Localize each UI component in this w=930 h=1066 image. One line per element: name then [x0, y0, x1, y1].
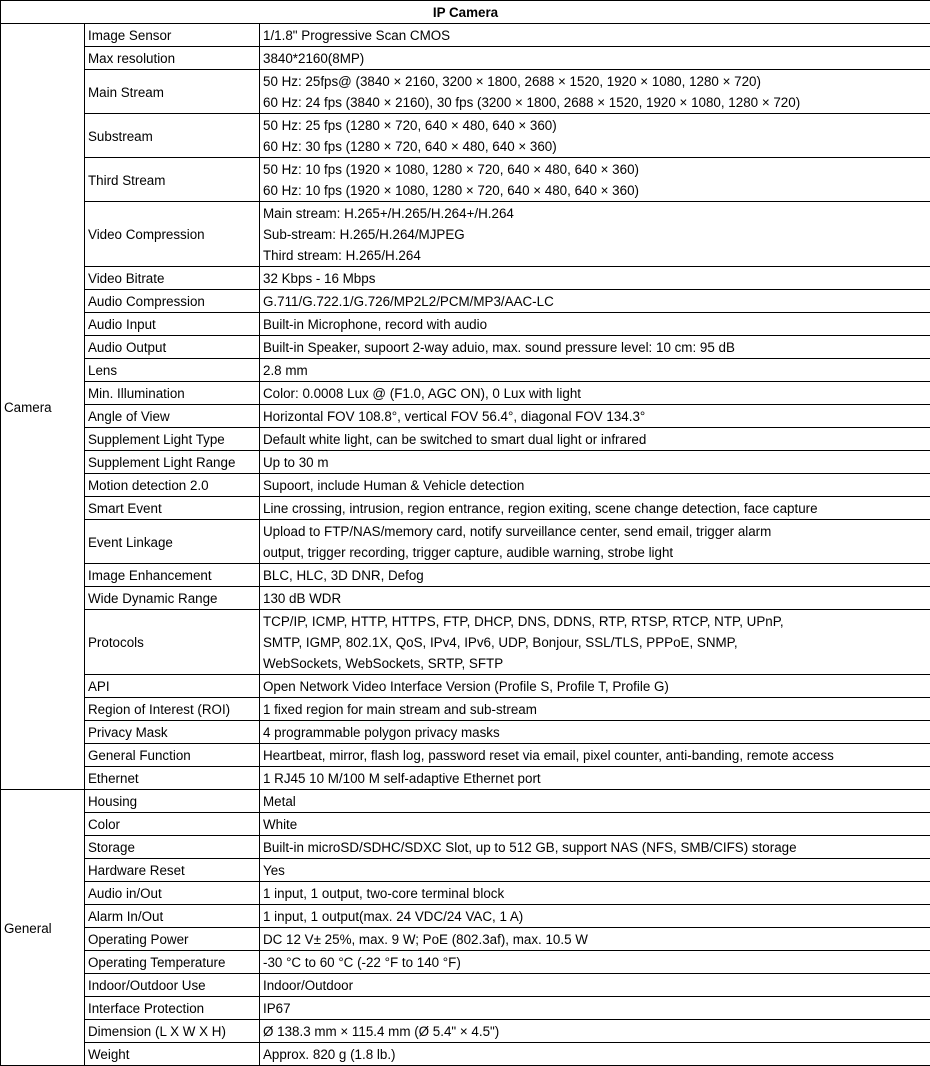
table-row: [1, 70, 930, 114]
table-row: [1, 790, 930, 813]
spec-value: [260, 1043, 930, 1066]
spec-value: [260, 928, 930, 951]
spec-label: Indoor/Outdoor Use: [85, 974, 260, 997]
spec-value-line: 1 input, 1 output, two-core terminal block: [263, 883, 927, 904]
spec-value-line: -30 °C to 60 °C (-22 °F to 140 °F): [263, 952, 927, 973]
table-row: [1, 610, 930, 675]
spec-label: Min. Illumination: [85, 382, 260, 405]
spec-label: Image Enhancement: [85, 564, 260, 587]
spec-value: [260, 698, 930, 721]
table-row: [1, 951, 930, 974]
spec-value: [260, 564, 930, 587]
table-row: [1, 24, 930, 47]
spec-value: [260, 290, 930, 313]
table-row: [1, 382, 930, 405]
spec-value: [260, 675, 930, 698]
spec-label: Third Stream: [85, 158, 260, 202]
spec-value-line: DC 12 V± 25%, max. 9 W; PoE (802.3af), max. 10.5 W: [263, 929, 927, 950]
spec-label: Color: [85, 813, 260, 836]
spec-value-line: SMTP, IGMP, 802.1X, QoS, IPv4, IPv6, UDP, Bonjour, SSL/TLS, PPPoE, SNMP,: [263, 632, 927, 653]
table-row: [1, 974, 930, 997]
spec-label: Operating Power: [85, 928, 260, 951]
spec-value-line: 60 Hz: 30 fps (1280 × 720, 640 × 480, 640 × 360): [263, 136, 927, 157]
spec-value-line: 1 RJ45 10 M/100 M self-adaptive Ethernet port: [263, 768, 927, 789]
spec-label: Storage: [85, 836, 260, 859]
spec-value-line: Supoort, include Human & Vehicle detection: [263, 475, 927, 496]
spec-value-line: Heartbeat, mirror, flash log, password reset via email, pixel counter, anti-banding, remote access: [263, 745, 927, 766]
spec-value-line: Built-in microSD/SDHC/SDXC Slot, up to 512 GB, support NAS (NFS, SMB/CIFS) storage: [263, 837, 927, 858]
spec-value-line: Metal: [263, 791, 927, 812]
spec-label: Operating Temperature: [85, 951, 260, 974]
table-row: [1, 267, 930, 290]
spec-label: Ethernet: [85, 767, 260, 790]
spec-value-line: WebSockets, WebSockets, SRTP, SFTP: [263, 653, 927, 674]
spec-value: [260, 836, 930, 859]
spec-value-line: Approx. 820 g (1.8 lb.): [263, 1044, 927, 1065]
spec-value-line: White: [263, 814, 927, 835]
spec-label: Supplement Light Range: [85, 451, 260, 474]
table-row: [1, 836, 930, 859]
spec-label: Event Linkage: [85, 520, 260, 564]
spec-label: Housing: [85, 790, 260, 813]
spec-value-line: 50 Hz: 25 fps (1280 × 720, 640 × 480, 640 × 360): [263, 115, 927, 136]
spec-value: [260, 451, 930, 474]
table-row: [1, 882, 930, 905]
spec-value: [260, 202, 930, 267]
table-row: [1, 564, 930, 587]
spec-label: Wide Dynamic Range: [85, 587, 260, 610]
spec-value-line: 3840*2160(8MP): [263, 48, 927, 69]
spec-value-line: Sub-stream: H.265/H.264/MJPEG: [263, 224, 927, 245]
table-row: [1, 313, 930, 336]
spec-label: Interface Protection: [85, 997, 260, 1020]
spec-value-line: 130 dB WDR: [263, 588, 927, 609]
spec-label: Smart Event: [85, 497, 260, 520]
spec-value: [260, 882, 930, 905]
table-row: [1, 928, 930, 951]
table-row: [1, 1020, 930, 1043]
spec-value: [260, 744, 930, 767]
spec-value-line: Default white light, can be switched to smart dual light or infrared: [263, 429, 927, 450]
spec-value-line: Main stream: H.265+/H.265/H.264+/H.264: [263, 203, 927, 224]
spec-label: General Function: [85, 744, 260, 767]
spec-label: Alarm In/Out: [85, 905, 260, 928]
spec-value: [260, 359, 930, 382]
table-row: [1, 520, 930, 564]
spec-value: [260, 974, 930, 997]
spec-label: Dimension (L X W X H): [85, 1020, 260, 1043]
spec-value: [260, 1020, 930, 1043]
spec-value: [260, 158, 930, 202]
table-row: [1, 905, 930, 928]
spec-label: API: [85, 675, 260, 698]
table-row: [1, 47, 930, 70]
spec-value-line: Ø 138.3 mm × 115.4 mm (Ø 5.4" × 4.5"): [263, 1021, 927, 1042]
title-row: [1, 1, 930, 24]
spec-value: [260, 24, 930, 47]
spec-value: [260, 267, 930, 290]
spec-value-line: Horizontal FOV 108.8°, vertical FOV 56.4°, diagonal FOV 134.3°: [263, 406, 927, 427]
spec-label: Audio Input: [85, 313, 260, 336]
spec-label: Motion detection 2.0: [85, 474, 260, 497]
table-row: [1, 997, 930, 1020]
spec-value-line: Up to 30 m: [263, 452, 927, 473]
spec-value: [260, 997, 930, 1020]
spec-value-line: Built-in Microphone, record with audio: [263, 314, 927, 335]
spec-label: Substream: [85, 114, 260, 158]
spec-value-line: Indoor/Outdoor: [263, 975, 927, 996]
table-row: [1, 290, 930, 313]
spec-value-line: 60 Hz: 24 fps (3840 × 2160), 30 fps (3200 × 1800, 2688 × 1520, 1920 × 1080, 1280 × 720): [263, 92, 927, 113]
table-row: [1, 336, 930, 359]
table-row: [1, 405, 930, 428]
spec-value-line: Yes: [263, 860, 927, 881]
spec-value: [260, 767, 930, 790]
spec-value-line: Third stream: H.265/H.264: [263, 245, 927, 266]
spec-label: Audio in/Out: [85, 882, 260, 905]
spec-value-line: Color: 0.0008 Lux @ (F1.0, AGC ON), 0 Lux with light: [263, 383, 927, 404]
table-row: [1, 859, 930, 882]
table-row: [1, 497, 930, 520]
spec-value: [260, 336, 930, 359]
spec-label: Lens: [85, 359, 260, 382]
spec-value: [260, 520, 930, 564]
spec-label: Max resolution: [85, 47, 260, 70]
spec-value: [260, 70, 930, 114]
spec-value-line: 60 Hz: 10 fps (1920 × 1080, 1280 × 720, 640 × 480, 640 × 360): [263, 180, 927, 201]
spec-value-line: Line crossing, intrusion, region entrance, region exiting, scene change detection, face capture: [263, 498, 927, 519]
spec-value: [260, 114, 930, 158]
spec-value: [260, 382, 930, 405]
spec-value: [260, 497, 930, 520]
spec-value-line: 4 programmable polygon privacy masks: [263, 722, 927, 743]
table-row: [1, 158, 930, 202]
table-row: [1, 767, 930, 790]
spec-value-line: G.711/G.722.1/G.726/MP2L2/PCM/MP3/AAC-LC: [263, 291, 927, 312]
spec-value-line: 1 fixed region for main stream and sub-stream: [263, 699, 927, 720]
spec-value: [260, 905, 930, 928]
spec-value: [260, 474, 930, 497]
spec-label: Weight: [85, 1043, 260, 1066]
spec-value: [260, 47, 930, 70]
category-cell: Camera: [1, 24, 85, 790]
category-cell: General: [1, 790, 85, 1066]
spec-value-line: BLC, HLC, 3D DNR, Defog: [263, 565, 927, 586]
table-row: [1, 451, 930, 474]
spec-value: [260, 405, 930, 428]
spec-value: [260, 313, 930, 336]
spec-value-line: 50 Hz: 10 fps (1920 × 1080, 1280 × 720, 640 × 480, 640 × 360): [263, 159, 927, 180]
spec-value: [260, 428, 930, 451]
table-row: [1, 474, 930, 497]
spec-value-line: 1/1.8" Progressive Scan CMOS: [263, 25, 927, 46]
spec-label: Hardware Reset: [85, 859, 260, 882]
spec-label: Privacy Mask: [85, 721, 260, 744]
table-row: [1, 813, 930, 836]
spec-label: Angle of View: [85, 405, 260, 428]
spec-value-line: TCP/IP, ICMP, HTTP, HTTPS, FTP, DHCP, DNS, DDNS, RTP, RTSP, RTCP, NTP, UPnP,: [263, 611, 927, 632]
spec-label: Region of Interest (ROI): [85, 698, 260, 721]
spec-label: Protocols: [85, 610, 260, 675]
table-title: IP Camera: [1, 1, 930, 24]
spec-value: [260, 951, 930, 974]
spec-value-line: Built-in Speaker, supoort 2-way aduio, max. sound pressure level: 10 cm: 95 dB: [263, 337, 927, 358]
table-row: [1, 114, 930, 158]
table-row: [1, 359, 930, 382]
table-row: [1, 1043, 930, 1066]
spec-value-line: 50 Hz: 25fps@ (3840 × 2160, 3200 × 1800, 2688 × 1520, 1920 × 1080, 1280 × 720): [263, 71, 927, 92]
table-row: [1, 721, 930, 744]
spec-value-line: output, trigger recording, trigger capture, audible warning, strobe light: [263, 542, 927, 563]
spec-label: Main Stream: [85, 70, 260, 114]
spec-value: [260, 859, 930, 882]
spec-value-line: 32 Kbps - 16 Mbps: [263, 268, 927, 289]
table-row: [1, 202, 930, 267]
spec-value: [260, 790, 930, 813]
spec-value-line: 2.8 mm: [263, 360, 927, 381]
spec-label: Audio Compression: [85, 290, 260, 313]
spec-value-line: Open Network Video Interface Version (Profile S, Profile T, Profile G): [263, 676, 927, 697]
spec-label: Audio Output: [85, 336, 260, 359]
table-row: [1, 675, 930, 698]
table-row: [1, 744, 930, 767]
spec-value-line: IP67: [263, 998, 927, 1019]
table-row: [1, 587, 930, 610]
spec-value: [260, 610, 930, 675]
spec-label: Image Sensor: [85, 24, 260, 47]
table-row: [1, 698, 930, 721]
spec-label: Video Bitrate: [85, 267, 260, 290]
spec-value: [260, 721, 930, 744]
spec-label: Video Compression: [85, 202, 260, 267]
spec-value: [260, 587, 930, 610]
spec-value-line: 1 input, 1 output(max. 24 VDC/24 VAC, 1 A): [263, 906, 927, 927]
spec-value-line: Upload to FTP/NAS/memory card, notify surveillance center, send email, trigger alarm: [263, 521, 927, 542]
spec-value: [260, 813, 930, 836]
table-row: [1, 428, 930, 451]
spec-label: Supplement Light Type: [85, 428, 260, 451]
spec-body: [1, 24, 930, 1066]
